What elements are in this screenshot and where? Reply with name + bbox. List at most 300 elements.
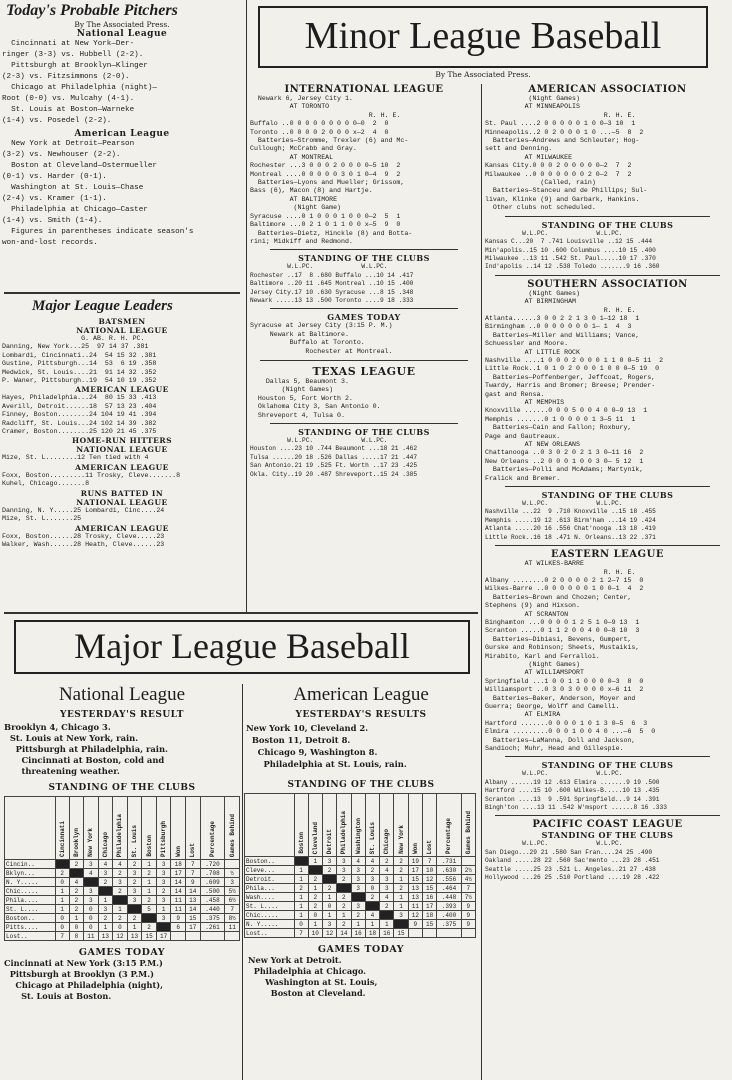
table-cell: 3 xyxy=(98,869,113,878)
text-line: Nashville ...22 9 .710 Knoxville ..15 18 .455 xyxy=(485,508,656,516)
table-cell: 3 xyxy=(84,887,99,896)
table-cell: 3 xyxy=(394,911,408,920)
text-line: Syracuse ....0 1 0 0 0 1 0 0 0—2 5 1 xyxy=(250,212,401,220)
table-cell: 4 xyxy=(365,911,379,920)
table-cell: 1 xyxy=(98,896,113,905)
table-cell: 3 xyxy=(351,866,365,875)
rule-intl-1 xyxy=(270,249,458,250)
text-line: Toronto ..0 0 0 0 2 0 0 0 x—2 4 0 xyxy=(250,128,389,136)
pitchers-al-list xyxy=(2,139,242,249)
text-line: Guerra; George, Wolff and Camelli. xyxy=(485,703,620,710)
text-line: Okla. City..19 20 .487 Shreveport..15 24 .385 xyxy=(250,470,418,478)
table-cell: 8 xyxy=(69,932,83,941)
aa-standing xyxy=(485,230,730,272)
text-line: Washington at St. Louis, xyxy=(248,977,378,987)
table-cell: 4 xyxy=(351,857,365,866)
table-cell: 0 xyxy=(322,902,336,911)
table-cell: 1 xyxy=(394,875,408,884)
text-line: Mize, St. L.......25 xyxy=(2,515,82,523)
column-header-label: Won xyxy=(174,846,182,857)
right-minor-section xyxy=(485,84,730,1080)
text-line: Batteries—Stanceu and de Phillips; Sul- xyxy=(485,187,648,195)
text-line: Batteries—Andrews and Schleuter; Hog- xyxy=(485,137,640,145)
column-header xyxy=(408,794,422,857)
text-line: Oakland .....28 22 .560 Sac'mento ...23 28 .451 xyxy=(485,857,660,865)
table-cell: 3 xyxy=(225,878,240,887)
table-cell: 17 xyxy=(156,932,171,941)
table-cell: 3 xyxy=(156,914,171,923)
nl-results-title: YESTERDAY'S RESULT xyxy=(60,710,184,720)
text-line: Batteries—Cain and Fallon; Roxbury, xyxy=(485,424,632,432)
table-cell: .464 xyxy=(437,884,461,893)
minor-title-box xyxy=(258,6,708,68)
al-standing-title: STANDING OF THE CLUBS xyxy=(287,780,435,790)
table-row xyxy=(245,911,476,920)
table-cell: 1 xyxy=(294,875,308,884)
table-cell: 2 xyxy=(337,893,351,902)
text-line: New York at Detroit. xyxy=(248,955,342,965)
text-line: (Night Games) xyxy=(485,660,580,668)
text-line: sett and Denning. xyxy=(485,145,553,153)
column-header xyxy=(55,797,69,860)
aa-standing-title: STANDING OF THE CLUBS xyxy=(541,219,674,230)
column-header-label: Philadelphia xyxy=(116,813,124,857)
text-line: Philadelphia at Chicago. xyxy=(248,966,367,976)
table-cell: 3 xyxy=(127,896,142,905)
table-cell: 1 xyxy=(322,911,336,920)
text-line: St. Paul ....2 0 0 0 0 0 1 0 0—3 10 1 xyxy=(485,120,636,128)
text-line: Milwaukee ..13 11 .542 St. Paul.....10 17 .370 xyxy=(485,254,656,262)
rule-vertical-major xyxy=(242,684,243,1080)
text-line: AT WILKES-BARRE xyxy=(485,560,584,568)
table-cell: 2 xyxy=(322,866,336,875)
table-cell: 3 xyxy=(84,860,99,869)
table-cell: 3 xyxy=(322,857,336,866)
table-cell: 2 xyxy=(337,920,351,929)
table-cell: - xyxy=(351,893,365,902)
column-header xyxy=(380,794,394,857)
rule-aa-2 xyxy=(495,275,720,276)
table-row xyxy=(245,884,476,893)
text-line: Kansas City.0 0 0 2 0 0 0 0 0—2 7 2 xyxy=(485,162,632,170)
text-line: San Antonio.21 19 .525 Ft. Worth ..17 23 .425 xyxy=(250,462,418,470)
text-line: Boston at Cleveland. xyxy=(248,988,366,998)
team-cell: Cleve... xyxy=(245,866,295,875)
texas-standing-title: STANDING OF THE CLUBS xyxy=(298,427,430,437)
text-line: Boston at Cleveland—Ostermueller xyxy=(2,162,157,170)
southern-lines xyxy=(485,290,730,483)
column-header-label: Games Behind xyxy=(228,813,236,857)
table-cell: ½ xyxy=(225,869,240,878)
text-line: won-and-lost records. xyxy=(2,239,98,247)
rule-intl-3 xyxy=(260,360,468,361)
table-cell: 13 xyxy=(127,932,142,941)
text-line: Stephens (9) and Hixson. xyxy=(485,602,580,610)
leaders-nl-rows xyxy=(2,343,242,385)
rule-south-1 xyxy=(505,486,710,487)
table-cell xyxy=(186,932,201,941)
table-cell xyxy=(225,860,240,869)
table-cell: 2 xyxy=(351,911,365,920)
table-cell: 11 xyxy=(408,902,422,911)
column-header xyxy=(186,797,201,860)
rule-east-1 xyxy=(505,756,710,757)
table-cell: 2 xyxy=(394,857,408,866)
table-cell: 2 xyxy=(127,860,142,869)
table-cell: - xyxy=(365,902,379,911)
table-cell: 2 xyxy=(337,875,351,884)
column-header-label: St. Louis xyxy=(368,821,376,854)
eastern-header: EASTERN LEAGUE xyxy=(551,549,664,561)
text-line: Fralick and Bremer. xyxy=(485,474,561,482)
text-line: Lombardi, Cincinnati..24 54 15 32 .381 xyxy=(2,351,157,359)
team-cell: St. L.... xyxy=(245,902,295,911)
text-line: Finney, Boston........24 104 19 41 .394 xyxy=(2,411,157,419)
table-cell: - xyxy=(394,920,408,929)
text-line: Schuessler and Moore. xyxy=(485,340,569,348)
texas-lines xyxy=(250,378,478,420)
table-cell: 14 xyxy=(337,929,351,938)
text-line: Twardy, Harris and Bromer; Breese; Prender- xyxy=(485,382,656,390)
table-cell: 7 xyxy=(461,884,475,893)
text-line: Cullough; McCrabb and Gray. xyxy=(250,145,357,153)
text-line: AT WILLIAMSPORT xyxy=(485,669,584,677)
column-header-label: Brooklyn xyxy=(72,828,80,857)
text-line: Mirabito, Karl and Ferralloi. xyxy=(485,652,600,660)
table-cell: 16 xyxy=(351,929,365,938)
team-cell: Cincin.. xyxy=(5,860,56,869)
table-cell: 9 xyxy=(461,902,475,911)
table-cell: 2 xyxy=(98,914,113,923)
nl-standing-title: STANDING OF THE CLUBS xyxy=(48,783,196,793)
text-line: AT MILWAUKEE xyxy=(485,153,573,161)
column-header xyxy=(322,794,336,857)
text-line: Memphis .....19 12 .613 Birm'ham ...14 19 .424 xyxy=(485,516,656,524)
table-cell: 7 xyxy=(294,929,308,938)
table-cell: 6 xyxy=(171,923,186,932)
text-line: Chicago at Philadelphia (night)— xyxy=(2,84,157,92)
table-cell: 3 xyxy=(127,869,142,878)
team-cell: Lost.. xyxy=(5,932,56,941)
table-cell: .708 xyxy=(200,869,225,878)
table-cell: 1 xyxy=(365,920,379,929)
column-header-label: Philadelphia xyxy=(340,810,348,854)
table-cell: 9 xyxy=(461,911,475,920)
table-cell: 12 xyxy=(422,875,436,884)
table-cell: - xyxy=(156,923,171,932)
table-cell: 2 xyxy=(380,857,394,866)
text-line: Min'apolis..15 10 .600 Columbus ....10 15 .400 xyxy=(485,246,656,254)
text-line: (3-2) vs. Newhouser (2-2). xyxy=(2,151,121,159)
text-line: AT BIRMINGHAM xyxy=(485,298,577,306)
text-line: Williamsport ..0 3 0 3 0 0 0 0 x—6 11 2 xyxy=(485,686,644,694)
table-cell: 2 xyxy=(294,884,308,893)
table-cell: 0 xyxy=(55,878,69,887)
text-line: Cincinnati at New York—Der- xyxy=(2,40,135,48)
table-cell xyxy=(225,932,240,941)
table-cell: 0 xyxy=(308,911,322,920)
table-cell: 1 xyxy=(55,896,69,905)
table-cell: 15 xyxy=(142,932,157,941)
table-cell: 2 xyxy=(55,869,69,878)
text-line: Jersey City.17 10 .630 Syracuse ...8 15 .348 xyxy=(250,288,414,296)
column-header-label: Detroit xyxy=(326,828,334,854)
team-cell: N. Y..... xyxy=(5,878,56,887)
rule-texas-1 xyxy=(270,423,458,424)
table-cell: - xyxy=(113,896,128,905)
text-line: (0-1) vs. Harder (0-1). xyxy=(2,173,107,181)
text-line: St. Louis at Boston—Warneke xyxy=(2,106,135,114)
table-cell: 0 xyxy=(69,923,83,932)
table-cell: 2 xyxy=(394,866,408,875)
table-cell: 12 xyxy=(322,929,336,938)
aa-lines xyxy=(485,95,730,213)
column-header-label: Chicago xyxy=(383,828,391,854)
table-cell: - xyxy=(294,857,308,866)
table-row xyxy=(5,896,240,905)
leaders-col-head: G. AB. R. H. PC. xyxy=(2,335,145,342)
text-line: Hayes, Philadelphia...24 80 15 33 .413 xyxy=(2,394,157,402)
text-line: Rochester at Montreal. xyxy=(250,347,393,355)
nl-results xyxy=(4,722,240,777)
table-cell: 7 xyxy=(225,905,240,914)
major-title-box xyxy=(14,620,470,674)
text-line: St. Louis at New York, rain. xyxy=(4,733,139,743)
table-cell: 2 xyxy=(142,869,157,878)
text-line: (Night Games) xyxy=(485,95,580,102)
text-line: Buffalo at Toronto. xyxy=(250,339,365,347)
table-cell: 2 xyxy=(113,914,128,923)
text-line: Newark at Baltimore. xyxy=(250,330,349,338)
text-line: Cincinnati at New York (3:15 P.M.) xyxy=(4,958,163,968)
table-cell: 16 xyxy=(422,893,436,902)
text-line: (Night Games) xyxy=(485,289,580,297)
table-cell: 3 xyxy=(351,875,365,884)
text-line: Dallas 5, Beaumont 3. xyxy=(250,377,349,385)
text-line: Pittsburgh at Brooklyn—Klinger xyxy=(2,62,148,70)
text-line: Scranton .....0 1 1 2 0 0 4 0 0—8 10 3 xyxy=(485,627,640,635)
pacific-header: PACIFIC COAST LEAGUE xyxy=(532,819,683,831)
table-cell: 14 xyxy=(171,887,186,896)
table-cell: 0 xyxy=(55,923,69,932)
rule-east-2 xyxy=(495,815,720,816)
table-row xyxy=(245,866,476,875)
table-cell: 1 xyxy=(322,893,336,902)
table-cell: 4 xyxy=(365,857,379,866)
column-header-label: Cleveland xyxy=(311,821,319,854)
text-line: AT TORONTO xyxy=(250,103,330,111)
leaders-hr-nl: NATIONAL LEAGUE xyxy=(76,445,168,455)
text-line: Mize, St. L........12 Ten tied with 4 xyxy=(2,454,149,462)
table-cell: - xyxy=(69,869,83,878)
table-cell: 7 xyxy=(186,869,201,878)
text-line: St. Louis at Boston. xyxy=(4,991,112,1001)
column-header-label: Pittsburgh xyxy=(160,820,168,857)
leaders-title: Major League Leaders xyxy=(32,298,173,314)
table-cell: 1 xyxy=(380,920,394,929)
eastern-standing-title: STANDING OF THE CLUBS xyxy=(541,760,674,771)
rule-major-top xyxy=(4,612,478,614)
al-today-title: GAMES TODAY xyxy=(317,944,405,955)
text-line: Milwaukee ..0 0 0 0 0 0 0 2 0—2 7 2 xyxy=(485,170,632,178)
nl-today-title: GAMES TODAY xyxy=(78,947,166,958)
table-cell: 1 xyxy=(294,893,308,902)
team-cell: Boston.. xyxy=(5,914,56,923)
text-line: (Night Game) xyxy=(250,204,342,212)
table-row xyxy=(5,923,240,932)
table-cell: 7 xyxy=(55,932,69,941)
text-line: W.L.PC. W.L.PC. xyxy=(485,229,623,237)
text-line: Danning, New York...25 97 14 37 .381 xyxy=(2,343,149,351)
text-line: Hartford .......0 0 0 0 1 0 1 3 0—5 6 3 xyxy=(485,719,648,727)
text-line: W.L.PC. W.L.PC. xyxy=(485,500,623,508)
table-cell: .458 xyxy=(200,896,225,905)
text-line: Newark .....13 13 .500 Toronto ....9 18 .333 xyxy=(250,296,414,304)
table-cell: 15 xyxy=(408,875,422,884)
text-line: W.L.PC. W.L.PC. xyxy=(250,263,388,271)
text-line: AT NEW ORLEANS xyxy=(485,441,580,449)
text-line: Albany ........0 2 0 0 0 0 2 1 2—7 15 0 xyxy=(485,576,644,584)
table-row xyxy=(245,902,476,911)
table-cell: 1 xyxy=(55,887,69,896)
text-line: Nashville ....1 0 0 0 2 0 0 0 1 1 0 0—5 11 2 xyxy=(485,356,664,364)
rule-left-1 xyxy=(4,292,240,294)
leaders-hr-nl-rows xyxy=(2,454,242,462)
al-header: American League xyxy=(293,684,429,705)
text-line: Elmira .........0 0 0 1 0 0 4 0 ...—6 5 0 xyxy=(485,728,656,736)
text-line: Wilkes-Barre ..0 0 0 0 0 0 1 0 0—1 4 2 xyxy=(485,585,644,593)
table-cell: .400 xyxy=(437,911,461,920)
table-cell: 2 xyxy=(322,884,336,893)
text-line: livan, Klinke (9) and Garbark, Hankins. xyxy=(485,195,640,203)
table-cell: 4 xyxy=(113,860,128,869)
text-line: New York at Detroit—Pearson xyxy=(2,140,135,148)
text-line: P. Waner, Pittsburgh..19 54 10 19 .352 xyxy=(2,377,157,385)
table-cell: 13 xyxy=(186,896,201,905)
table-row xyxy=(5,878,240,887)
text-line: Batteries—Brown and Chozen; Center, xyxy=(485,593,632,601)
text-line: Atlanta......3 0 0 2 2 1 3 0 1—12 18 1 xyxy=(485,314,640,322)
table-cell: 1 xyxy=(294,866,308,875)
column-header-label: Lost xyxy=(426,839,434,854)
table-cell: - xyxy=(142,914,157,923)
table-cell: 2 xyxy=(127,914,142,923)
pitchers-al-header: American League xyxy=(74,129,170,139)
table-cell: 1 xyxy=(55,905,69,914)
rule-intl-2 xyxy=(270,308,458,309)
text-line: Syracuse at Jersey City (3:15 P. M.) xyxy=(250,322,393,330)
column-header xyxy=(394,794,408,857)
text-line: Rochester ..17 8 .680 Buffalo ...10 14 .417 xyxy=(250,271,414,279)
southern-header: SOUTHERN ASSOCIATION xyxy=(527,278,688,290)
text-line: Ind'apolis ..14 12 .538 Toledo .......9 16 .360 xyxy=(485,263,660,271)
leaders-section xyxy=(2,296,242,608)
text-line: AT MINNEAPOLIS xyxy=(485,103,580,111)
table-cell: 1 xyxy=(142,887,157,896)
table-cell: 3 xyxy=(84,896,99,905)
text-line: Hollywood ...26 25 .510 Portland ....19 28 .422 xyxy=(485,874,660,882)
table-cell: .731 xyxy=(437,857,461,866)
table-cell: 2 xyxy=(142,896,157,905)
table-cell: 1 xyxy=(308,857,322,866)
column-header xyxy=(69,797,83,860)
table-cell: 8½ xyxy=(225,914,240,923)
column-header xyxy=(365,794,379,857)
text-line: Batteries—Dibiasi, Bevens, Gumpert, xyxy=(485,635,632,643)
table-cell: 4 xyxy=(69,878,83,887)
text-line: W.L.PC. W.L.PC. xyxy=(485,770,623,778)
table-cell: 19 xyxy=(408,857,422,866)
pitchers-byline: By The Associated Press. xyxy=(74,20,170,29)
table-cell: 1 xyxy=(69,914,83,923)
table-cell: .375 xyxy=(200,914,225,923)
column-header xyxy=(142,797,157,860)
text-line: Pittsburgh at Brooklyn (3 P.M.) xyxy=(4,969,154,979)
table-cell: 11 xyxy=(225,923,240,932)
text-line: Little Rock..16 18 .471 N. Orleans..13 22 .371 xyxy=(485,533,656,541)
table-cell: 1 xyxy=(294,902,308,911)
table-cell: .630 xyxy=(437,866,461,875)
column-header-label: Boston xyxy=(297,832,305,854)
text-line: ringer (3-3) vs. Hubbell (2-2). xyxy=(2,51,144,59)
text-line: Shreveport 4, Tulsa 0. xyxy=(250,411,345,419)
table-cell: 2 xyxy=(113,887,128,896)
table-cell: 0 xyxy=(84,923,99,932)
table-cell: 2 xyxy=(69,887,83,896)
table-cell: 1 xyxy=(98,923,113,932)
table-cell: 2 xyxy=(365,893,379,902)
pitchers-section xyxy=(2,0,242,290)
column-header-label: New York xyxy=(397,825,405,854)
leaders-al: AMERICAN LEAGUE xyxy=(75,385,169,395)
pitchers-nl-header: National League xyxy=(76,29,168,39)
table-cell: 1 xyxy=(142,860,157,869)
text-line: Page and Gautreaux. xyxy=(485,432,561,440)
text-line: Batteries—Dietz, Hinckle (8) and Botta- xyxy=(250,229,413,237)
text-line: Root (0-0) vs. Mulcahy (4-1). xyxy=(2,95,135,103)
table-cell: 17 xyxy=(171,869,186,878)
intl-header: INTERNATIONAL LEAGUE xyxy=(284,84,444,95)
text-line: Gurske and Robinson; Sheets, Mustaikis, xyxy=(485,644,640,652)
intl-standing xyxy=(250,263,478,305)
table-row xyxy=(5,869,240,878)
leaders-rbi-title: RUNS BATTED IN xyxy=(80,488,164,498)
column-header xyxy=(98,797,113,860)
column-header xyxy=(171,797,186,860)
text-line: Walker, Wash......28 Heath, Cleve......23 xyxy=(2,540,165,548)
text-line: W.L.PC. W.L.PC. xyxy=(485,840,623,848)
text-line: Hartford ....15 10 .600 Wilkes-B.....10 13 .435 xyxy=(485,787,660,795)
table-cell: 3 xyxy=(156,869,171,878)
table-cell: 4 xyxy=(84,869,99,878)
table-cell: 15 xyxy=(422,884,436,893)
rule-south-2 xyxy=(495,545,720,546)
table-cell: 4 xyxy=(98,860,113,869)
table-cell: 2 xyxy=(142,923,157,932)
column-header xyxy=(127,797,142,860)
table-cell: 17 xyxy=(186,923,201,932)
table-corner xyxy=(5,797,56,860)
leaders-al-rows xyxy=(2,394,242,436)
text-line: Scranton ....13 9 .591 Springfield...9 14 .391 xyxy=(485,795,660,803)
table-cell: 3 xyxy=(113,878,128,887)
team-cell: St. L.... xyxy=(5,905,56,914)
table-cell: 15 xyxy=(394,929,408,938)
text-line: Minneapolis..2 0 2 0 0 0 1 0 ...—5 8 2 xyxy=(485,128,644,136)
text-line: Houston 5, Fort Worth 2. xyxy=(250,394,353,402)
table-cell: 5 xyxy=(142,905,157,914)
text-line: Knoxville ......0 0 0 5 0 0 4 0 0—9 13 1 xyxy=(485,407,648,415)
